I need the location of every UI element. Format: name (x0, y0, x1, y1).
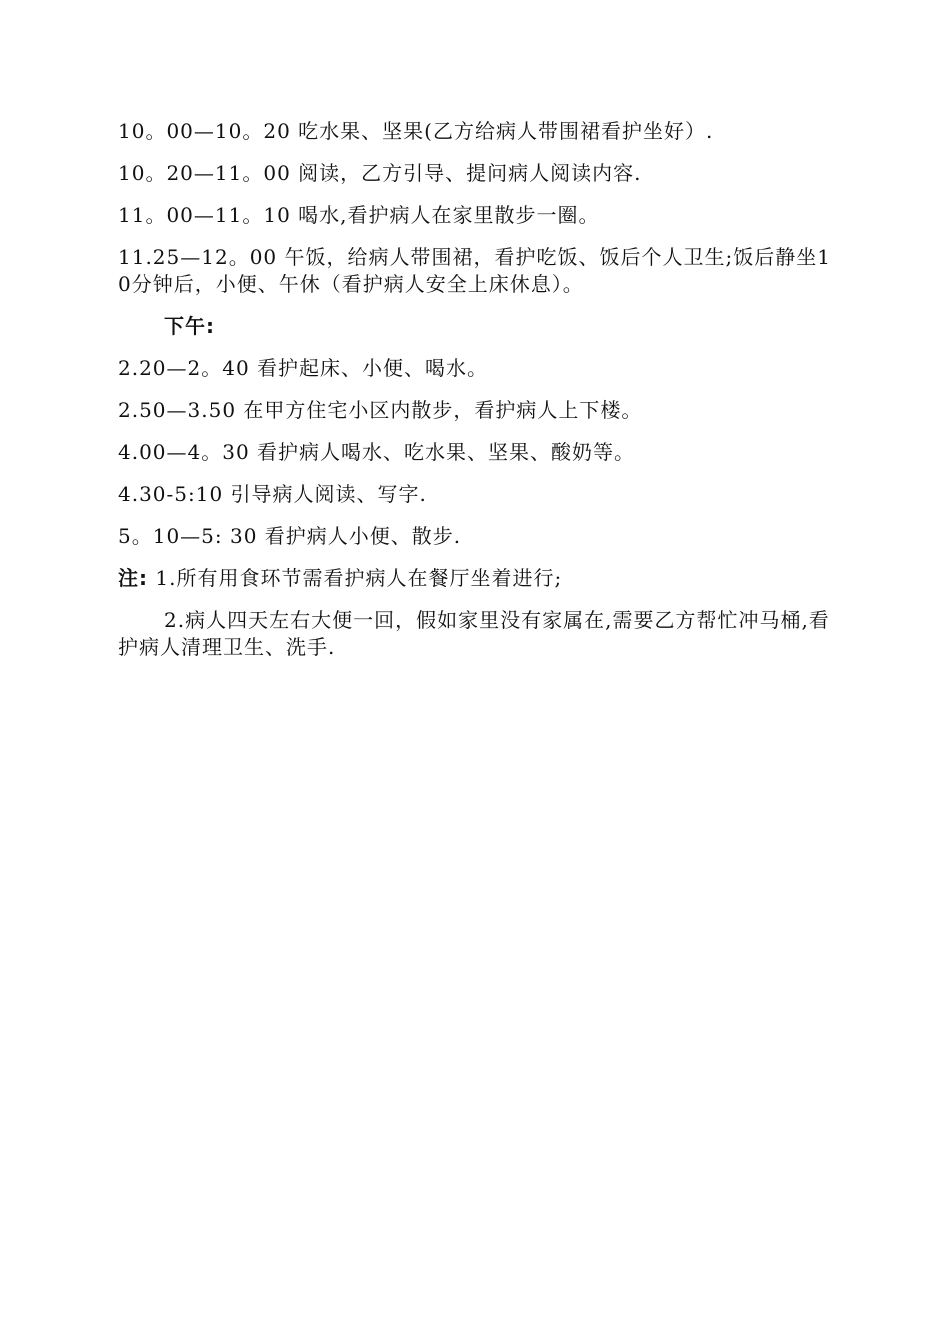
note-line-2: 2.病人四天左右大便一回，假如家里没有家属在,需要乙方帮忙冲马桶,看护病人清理卫生、洗手. (118, 608, 830, 659)
schedule-line: 2.50—3.50 在甲方住宅小区内散步，看护病人上下楼。 (118, 398, 643, 422)
schedule-line: 10。20—11。00 阅读，乙方引导、提问病人阅读内容. (118, 161, 642, 185)
afternoon-heading: 下午: (164, 314, 215, 338)
schedule-line: 4.30-5:10 引导病人阅读、写字. (118, 482, 427, 506)
note-label: 注: (118, 566, 148, 590)
schedule-line: 4.00—4。30 看护病人喝水、吃水果、坚果、酸奶等。 (118, 440, 636, 464)
schedule-line: 5。10—5: 30 看护病人小便、散步. (118, 524, 462, 548)
document-page (118, 118, 834, 676)
note-text-1: 1.所有用食环节需看护病人在餐厅坐着进行; (148, 566, 563, 590)
schedule-line: 10。00—10。20 吃水果、坚果(乙方给病人带围裙看护坐好）. (118, 119, 714, 143)
note-line-1 (118, 565, 834, 592)
schedule-line: 11.25—12。00 午饭，给病人带围裙，看护吃饭、饭后个人卫生;饭后静坐10分钟后，小便、午休（看护病人安全上床休息）。 (118, 245, 831, 296)
schedule-line: 2.20—2。40 看护起床、小便、喝水。 (118, 356, 489, 380)
schedule-line: 11。00—11。10 喝水,看护病人在家里散步一圈。 (118, 203, 600, 227)
